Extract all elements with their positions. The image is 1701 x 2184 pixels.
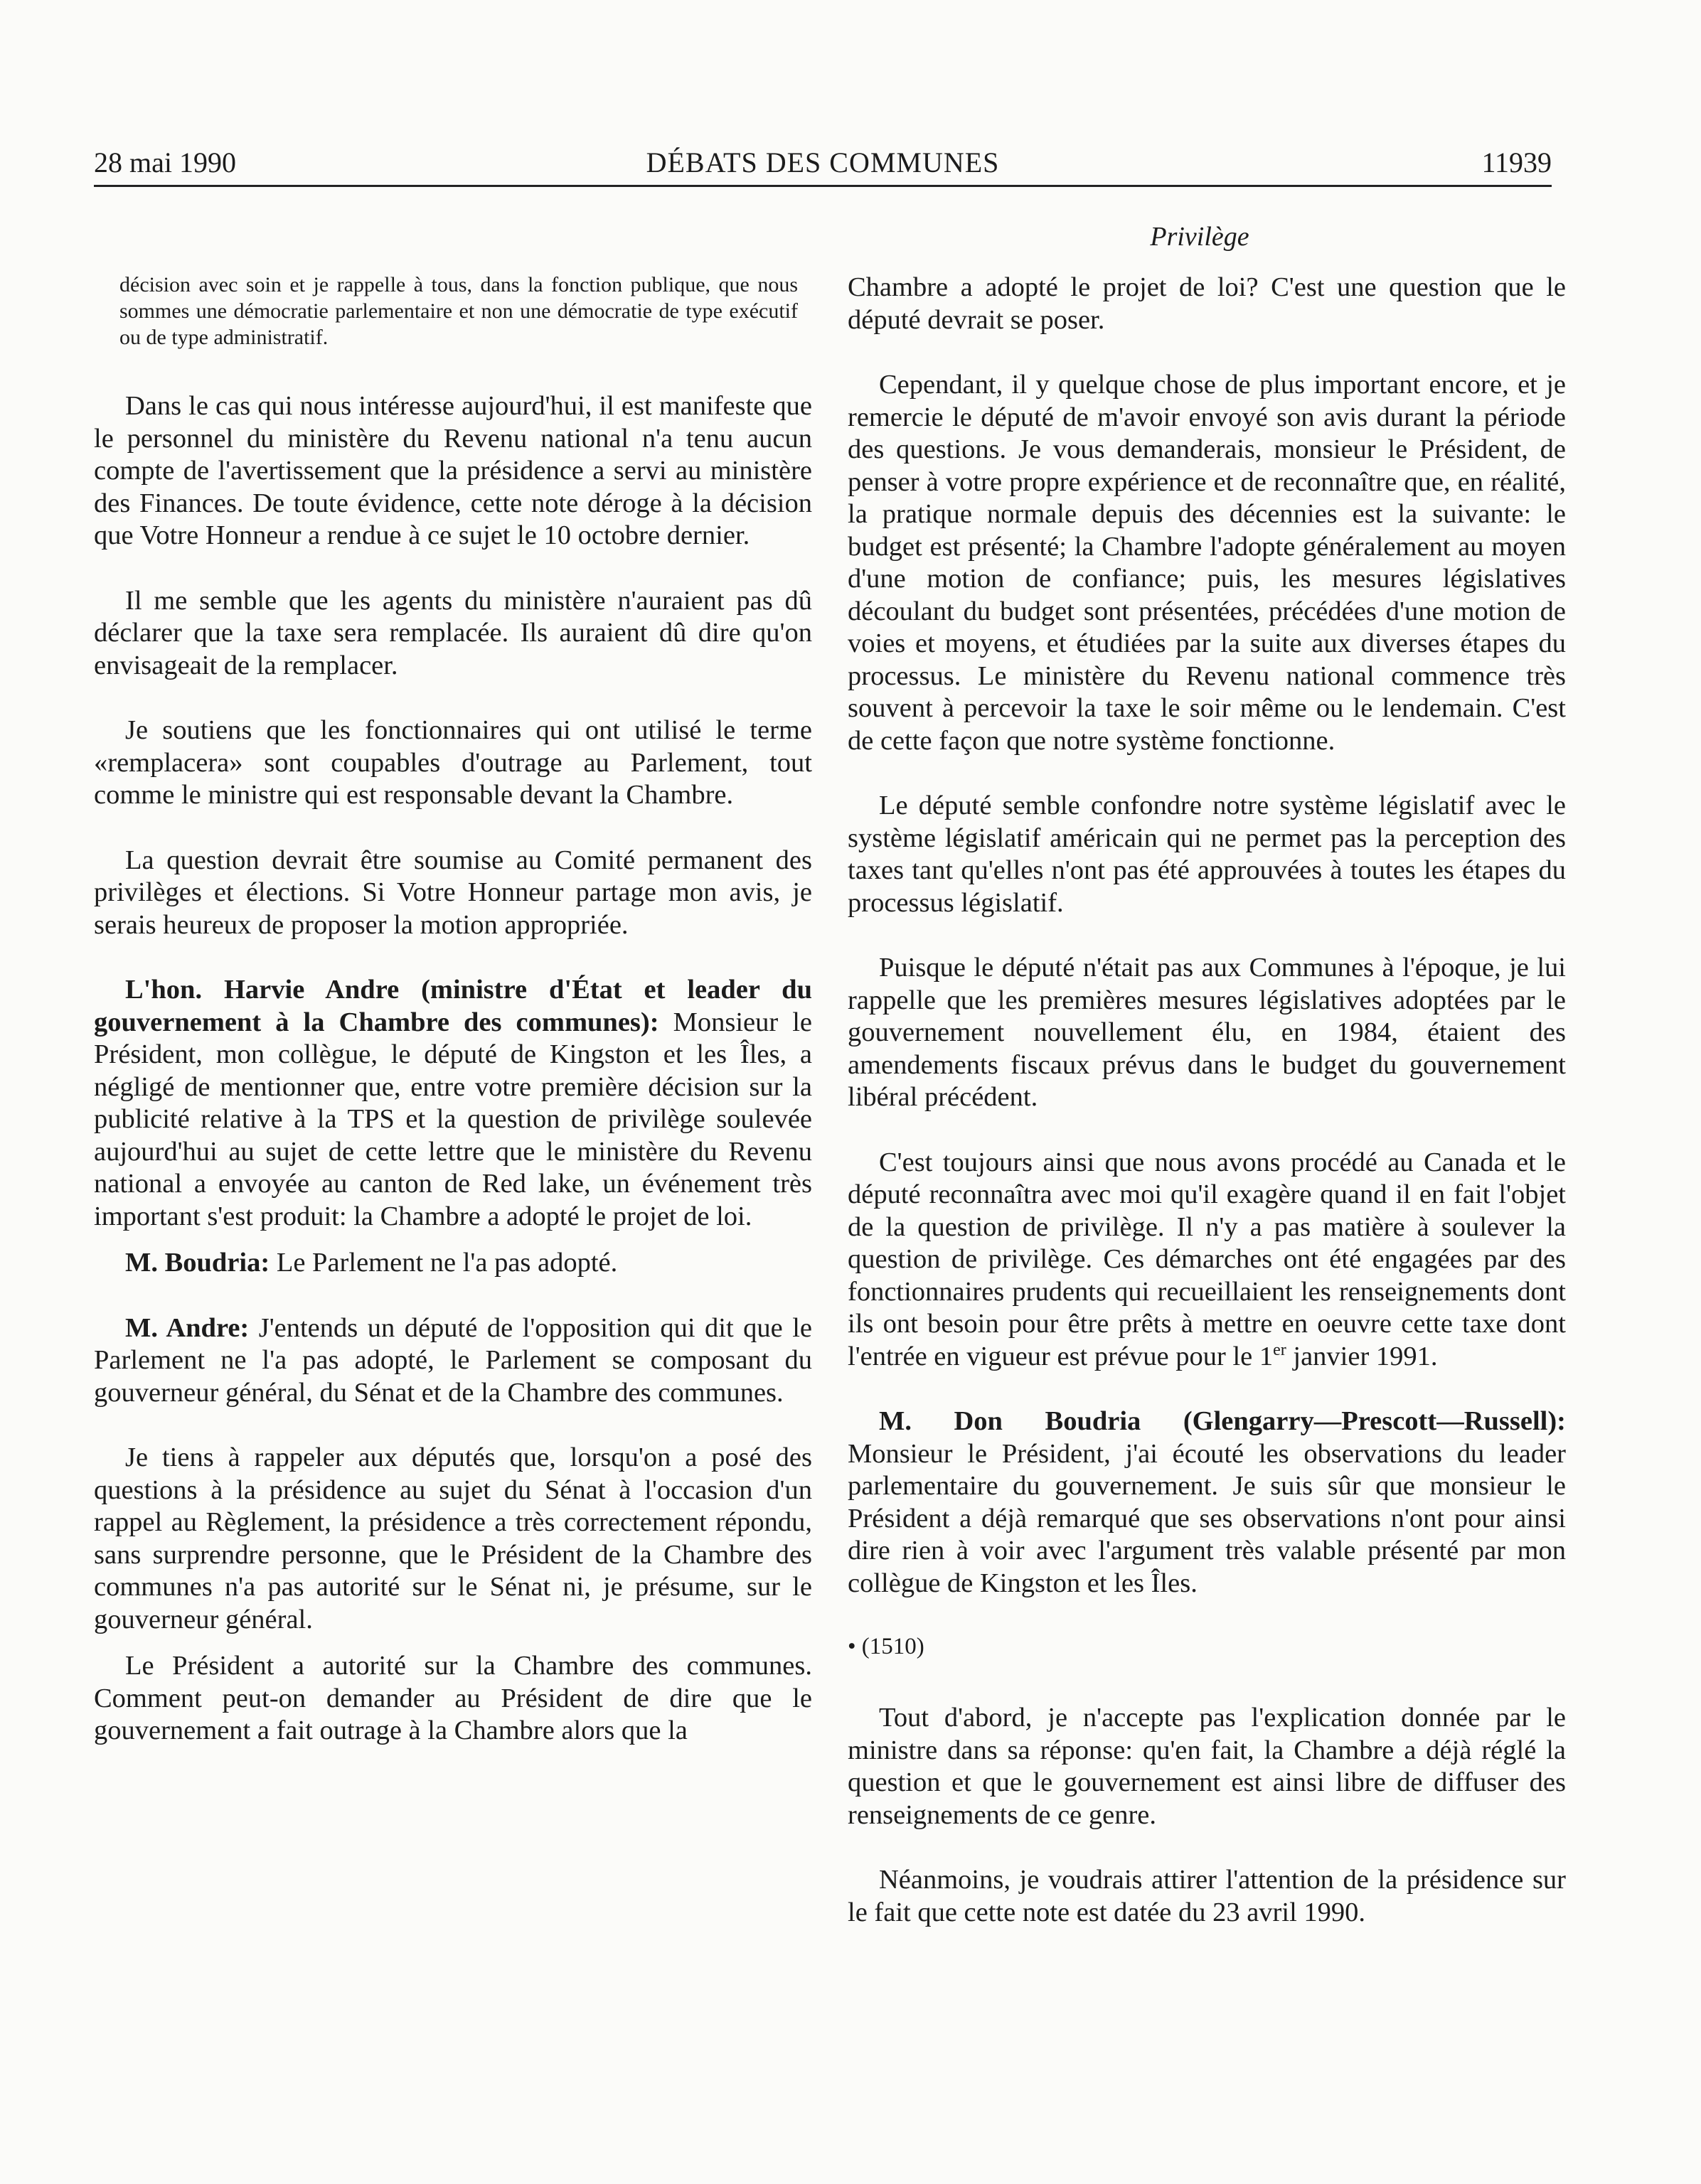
- speaker-name: M. Andre:: [125, 1312, 250, 1343]
- paragraph: Chambre a adopté le projet de loi? C'est une question que le député devrait se poser.: [848, 272, 1566, 335]
- speech-text: J'entends un député de l'opposition qui dit que le Parlement ne l'a pas adopté, le Parlement se composant du gouverneur général, du Sénat et de la Chambre des communes.: [94, 1312, 812, 1408]
- paragraph: Le Président a autorité sur la Chambre des communes. Comment peut-on demander au Président de dire que le gouvernement a fait outrage à la Chambre alors que la: [94, 1651, 812, 1745]
- speaker-name: M. Boudria:: [125, 1248, 270, 1278]
- speech-text: Le Parlement ne l'a pas adopté.: [270, 1248, 618, 1278]
- ordinal-superscript: er: [1273, 1340, 1286, 1359]
- paragraph: Dans le cas qui nous intéresse aujourd'hui, il est manifeste que le personnel du ministère du Revenu national n'a tenu aucun compte de l'avertissement que la présidence a servi au ministère des Finances. De toute évidence, cette note déroge à la décision que Votre Honneur a rendue à ce sujet le 10 octobre dernier.: [94, 391, 812, 550]
- section-title: Privilège: [1150, 222, 1249, 252]
- speaker-name: L'hon. Harvie Andre (ministre d'État et leader du gouvernement à la Chambre des communes):: [94, 975, 812, 1037]
- speaker-name: M. Don Boudria (Glengarry—Prescott—Russell):: [879, 1406, 1566, 1436]
- paragraph-text-end: janvier 1991.: [1286, 1341, 1438, 1371]
- paragraph: [848, 1147, 1566, 1374]
- page-header: [94, 142, 1552, 183]
- paragraph: Il me semble que les agents du ministère n'auraient pas dû déclarer que la taxe sera remplacée. Ils auraient dû dire qu'on envisageait de la remplacer.: [94, 585, 812, 680]
- right-column: [848, 272, 1566, 1929]
- speech-paragraph: [94, 974, 812, 1233]
- speech-paragraph: [94, 1312, 812, 1410]
- paragraph: Tout d'abord, je n'accepte pas l'explication donnée par le ministre dans sa réponse: qu'en fait, la Chambre a déjà réglé la question et que le gouvernement est ainsi libre de diffuser des renseignements de ce genre.: [848, 1703, 1566, 1830]
- paragraph: Cependant, il y quelque chose de plus important encore, et je remercie le député de m'avoir envoyé son avis durant la période des questions. Je vous demanderais, monsieur le Président, de penser à votre propre expérience et de reconnaître que, en réalité, la pratique normale depuis des décennies est la suivante: le budget est présenté; la Chambre l'adopte généralement au moyen d'une motion de confiance; puis, les mesures législatives découlant du budget sont présentées, précédées d'une motion de voies et moyens, et étudiées par la suite aux diverses étapes du processus. Le ministère du Revenu national commence très souvent à percevoir la taxe le soir même ou le lendemain. C'est de cette façon que notre système fonctionne.: [848, 370, 1566, 756]
- header-date: 28 mai 1990: [94, 146, 236, 178]
- speech-text: Monsieur le Président, j'ai écouté les observations du leader parlementaire du gouvernement. Je suis sûr que monsieur le Président a déjà remarqué que ses observations n'ont pour ainsi dire rien à voir avec l'argument très valable présenté par mon collègue de Kingston et les Îles.: [848, 1438, 1566, 1598]
- paragraph-text: C'est toujours ainsi que nous avons procédé au Canada et le député reconnaîtra avec moi qu'il exagère quand il en fait l'objet de la question de privilège. Il n'y a pas matière à soulever la question de privilège. Ces démarches ont été engagées par des fonctionnaires prudents qui recueillaient les renseignements dont ils ont besoin pour être prêts à mettre en oeuvre cette taxe dont l'entrée en vigueur est prévue pour le 1: [848, 1147, 1566, 1371]
- paragraph: Le député semble confondre notre système législatif avec le système législatif américain qui ne permet pas la perception des taxes tant qu'elles n'ont pas été approuvées à toutes les étapes du processus législatif.: [848, 791, 1566, 918]
- header-rule: [94, 185, 1552, 187]
- paragraph: La question devrait être soumise au Comité permanent des privilèges et élections. Si Votre Honneur partage mon avis, je serais heureux de proposer la motion appropriée.: [94, 845, 812, 940]
- quoted-text: décision avec soin et je rappelle à tous, dans la fonction publique, que nous sommes une démocratie parlementaire et non une démocratie de type exécutif ou de type administratif.: [119, 273, 798, 349]
- speech-text: Monsieur le Président, mon collègue, le député de Kingston et les Îles, a négligé de mentionner que, entre votre première décision sur la publicité relative à la TPS et la question de privilège soulevée aujourd'hui au sujet de cette lettre que le ministère du Revenu national a envoyée au canton de Red lake, un événement très important s'est produit: la Chambre a adopté le projet de loi.: [94, 1007, 812, 1231]
- speech-paragraph: [848, 1406, 1566, 1600]
- left-column: [94, 272, 812, 1747]
- paragraph: Néanmoins, je voudrais attirer l'attention de la présidence sur le fait que cette note est datée du 23 avril 1990.: [848, 1865, 1566, 1927]
- header-title: DÉBATS DES COMMUNES: [646, 146, 1000, 178]
- paragraph: Je tiens à rappeler aux députés que, lorsqu'on a posé des questions à la présidence au sujet du Sénat à l'occasion d'un rappel au Règlement, la présidence a très correctement répondu, sans surprendre personne, que le Président de la Chambre des communes n'a pas autorité sur le Sénat ni, je présume, sur le gouverneur général.: [94, 1442, 812, 1634]
- paragraph: Je soutiens que les fonctionnaires qui ont utilisé le terme «remplacera» sont coupables d'outrage au Parlement, tout comme le ministre qui est responsable devant la Chambre.: [94, 715, 812, 810]
- paragraph: Puisque le député n'était pas aux Communes à l'époque, je lui rappelle que les premières mesures législatives adoptées par le gouvernement nouvellement élu, en 1984, étaient des amendements fiscaux prévus dans le budget du gouvernement libéral précédent.: [848, 953, 1566, 1112]
- header-page-number: 11939: [1481, 146, 1552, 178]
- speech-paragraph: [94, 1247, 812, 1280]
- time-marker: • (1510): [848, 1634, 924, 1659]
